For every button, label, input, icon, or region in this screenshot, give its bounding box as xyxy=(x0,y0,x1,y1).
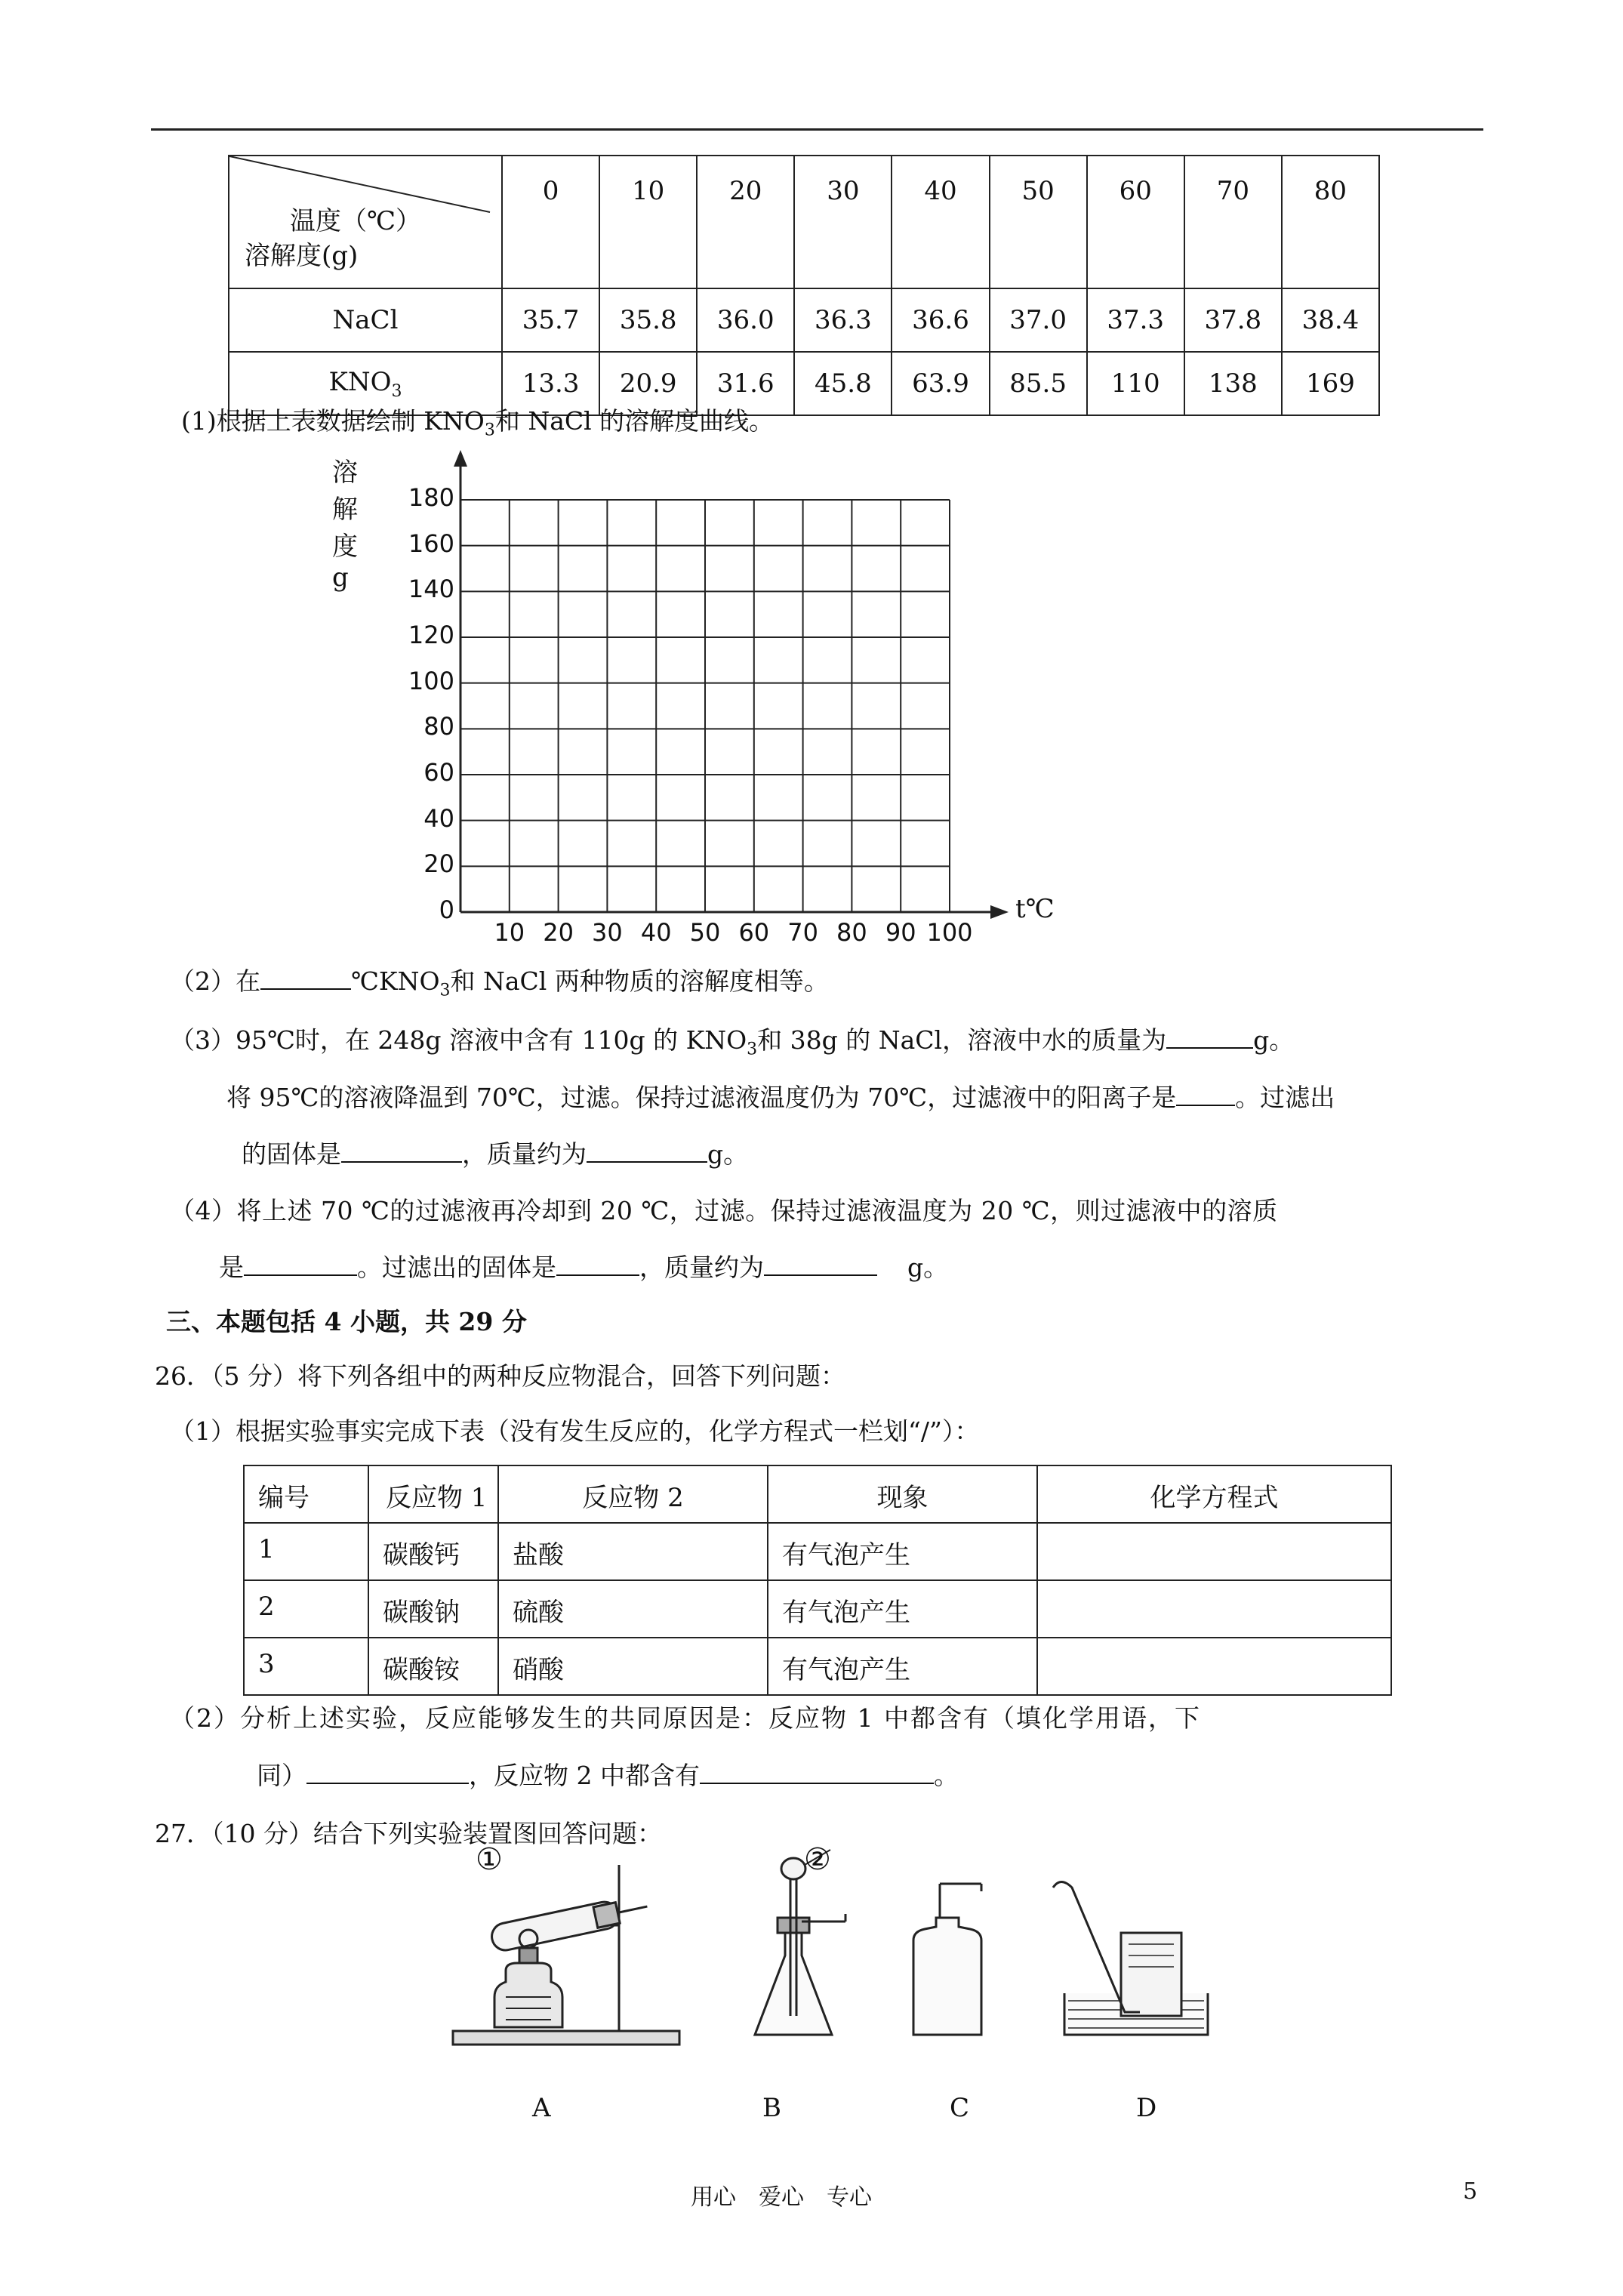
apparatus-label-a: A xyxy=(532,2093,551,2123)
question-2: （2）在 $℃KNO_3$和 NaCl 两种物质的溶解度相等。 xyxy=(170,966,829,1000)
table-row xyxy=(244,1523,1391,1580)
y-tick-label: 180 xyxy=(408,483,454,512)
y-tick-label: 120 xyxy=(408,621,454,649)
answer-blank[interactable] xyxy=(244,1252,357,1276)
answer-blank[interactable] xyxy=(306,1760,469,1784)
value-cell: 37.3 xyxy=(1087,288,1184,352)
x-tick-label: 100 xyxy=(926,918,973,947)
cell-reactant1: 碳酸钠 xyxy=(368,1580,498,1638)
y-tick-label: 0 xyxy=(439,895,454,924)
temp-header-cell: 50 xyxy=(990,156,1087,288)
chart-grid xyxy=(0,0,1623,982)
question-26-sub2-line2: 同） ，反应物 2 中都含有 。 xyxy=(257,1761,959,1790)
answer-blank[interactable] xyxy=(341,1139,462,1163)
header-solubility: 溶解度(g) xyxy=(245,241,359,271)
answer-blank[interactable] xyxy=(587,1139,707,1163)
cell-phenomenon: 有气泡产生 xyxy=(768,1523,1037,1580)
table-row xyxy=(244,1638,1391,1695)
y-tick-label: 60 xyxy=(423,758,454,787)
substance-cell: $KNO_3$ xyxy=(229,352,502,415)
apparatus-label-b: B xyxy=(762,2093,781,2123)
page-number: 5 xyxy=(1463,2178,1478,2205)
x-tick-label: 70 xyxy=(787,918,818,947)
apparatus-c xyxy=(913,1884,981,2035)
value-cell: 36.0 xyxy=(697,288,794,352)
y-tick-label: 20 xyxy=(423,849,454,879)
y-tick-label: 40 xyxy=(423,803,454,833)
table-row xyxy=(244,1580,1391,1638)
answer-blank[interactable] xyxy=(700,1760,934,1784)
question-26-sub2-line1: （2）分析上述实验，反应能够发生的共同原因是：反应物 1 中都含有（填化学用语，下 xyxy=(170,1703,1201,1733)
value-cell: 13.3 xyxy=(502,352,599,415)
temp-header-cell: 80 xyxy=(1282,156,1379,288)
column-header: 现象 xyxy=(768,1465,1037,1523)
marker-1: ① xyxy=(476,1842,503,1877)
marker-2: ② xyxy=(804,1842,831,1877)
apparatus-a xyxy=(453,1865,679,2045)
answer-blank[interactable] xyxy=(1166,1025,1253,1049)
footer-motto: 用心 爱心 专心 xyxy=(691,2184,872,2211)
column-header: 化学方程式 xyxy=(1037,1465,1391,1523)
question-26-sub1: （1）根据实验事实完成下表（没有发生反应的，化学方程式一栏划“/”）： xyxy=(170,1416,980,1446)
x-tick-label: 30 xyxy=(592,918,623,947)
value-cell: 35.8 xyxy=(599,288,697,352)
temp-header-cell: 30 xyxy=(794,156,892,288)
y-tick-label: 80 xyxy=(423,712,454,741)
value-cell: 35.7 xyxy=(502,288,599,352)
cell-reactant2: 硝酸 xyxy=(498,1638,768,1695)
temp-header-cell: 0 xyxy=(502,156,599,288)
y-axis-label: 溶解度 g xyxy=(332,458,358,593)
question-4-line2: 是 。过滤出的固体是 ，质量约为 g。 xyxy=(219,1253,949,1282)
value-cell: 37.0 xyxy=(990,288,1087,352)
question-3-line1: （3）95℃时，在 248g 溶液中含有 110g 的 $KNO_3$和 38g 的 NaCl，溶液中水的质量为 g。 xyxy=(170,1025,1295,1059)
value-cell: 110 xyxy=(1087,352,1184,415)
apparatus-label-d: D xyxy=(1136,2093,1157,2123)
y-tick-label: 100 xyxy=(408,666,454,695)
value-cell: 38.4 xyxy=(1282,288,1379,352)
cell-reactant1: 碳酸钙 xyxy=(368,1523,498,1580)
column-header: 反应物 1 xyxy=(368,1465,498,1523)
cell-reactant2: 硫酸 xyxy=(498,1580,768,1638)
x-tick-label: 10 xyxy=(494,918,525,947)
temp-header-cell: 60 xyxy=(1087,156,1184,288)
y-tick-label: 160 xyxy=(408,529,454,558)
cell-number: 3 xyxy=(244,1638,368,1695)
value-cell: 138 xyxy=(1184,352,1282,415)
x-tick-label: 60 xyxy=(738,918,770,947)
section-title: 三、本题包括 4 小题，共 29 分 xyxy=(166,1307,527,1336)
x-axis-label: t℃ xyxy=(1015,894,1055,924)
value-cell: 36.3 xyxy=(794,288,892,352)
y-axis-arrow xyxy=(454,450,467,467)
table-header-row xyxy=(244,1465,1391,1523)
value-cell: 20.9 xyxy=(599,352,697,415)
cell-phenomenon: 有气泡产生 xyxy=(768,1580,1037,1638)
temp-header-cell: 70 xyxy=(1184,156,1282,288)
cell-equation[interactable] xyxy=(1037,1580,1391,1638)
cell-reactant2: 盐酸 xyxy=(498,1523,768,1580)
question-3-line3: 的固体是 ，质量约为 g。 xyxy=(242,1139,749,1169)
answer-blank[interactable] xyxy=(260,966,351,990)
x-tick-label: 20 xyxy=(543,918,574,947)
value-cell: 85.5 xyxy=(990,352,1087,415)
answer-blank[interactable] xyxy=(556,1252,639,1276)
value-cell: 31.6 xyxy=(697,352,794,415)
column-header: 反应物 2 xyxy=(498,1465,768,1523)
cell-number: 2 xyxy=(244,1580,368,1638)
apparatus-label-c: C xyxy=(950,2093,970,2123)
cell-number: 1 xyxy=(244,1523,368,1580)
temp-header-cell: 10 xyxy=(599,156,697,288)
substance-cell: NaCl xyxy=(229,288,502,352)
question-1: (1)根据上表数据绘制 $KNO_3$和 NaCl 的溶解度曲线。 xyxy=(181,406,775,440)
x-tick-label: 90 xyxy=(885,918,916,947)
answer-blank[interactable] xyxy=(764,1252,877,1276)
value-cell: 37.8 xyxy=(1184,288,1282,352)
question-3-line2: 将 95℃的溶液降温到 70℃，过滤。保持过滤液温度仍为 70℃，过滤液中的阳离子是 。过滤出 xyxy=(226,1083,1335,1112)
value-cell: 63.9 xyxy=(892,352,989,415)
answer-blank[interactable] xyxy=(1176,1082,1235,1106)
apparatus-b xyxy=(755,1850,845,2035)
x-axis-arrow xyxy=(990,905,1009,919)
temp-header-cell: 40 xyxy=(892,156,989,288)
value-cell: 36.6 xyxy=(892,288,989,352)
header-temp: 温度（℃） xyxy=(290,206,422,236)
apparatus-d xyxy=(1053,1882,1208,2036)
value-cell: 45.8 xyxy=(794,352,892,415)
question-4-line1: （4）将上述 70 ℃的过滤液再冷却到 20 ℃，过滤。保持过滤液温度为 20 ℃，则过滤液中的溶质 xyxy=(170,1196,1278,1225)
x-tick-label: 80 xyxy=(836,918,867,947)
cell-reactant1: 碳酸铵 xyxy=(368,1638,498,1695)
x-tick-label: 40 xyxy=(640,918,672,947)
column-header: 编号 xyxy=(244,1465,368,1523)
cell-phenomenon: 有气泡产生 xyxy=(768,1638,1037,1695)
value-cell: 169 xyxy=(1282,352,1379,415)
x-tick-label: 50 xyxy=(689,918,721,947)
question-27-title: 27．（10 分）结合下列实验装置图回答问题： xyxy=(155,1819,662,1848)
reaction-table xyxy=(243,1465,1392,1696)
question-26-title: 26．（5 分）将下列各组中的两种反应物混合，回答下列问题： xyxy=(155,1361,845,1391)
cell-equation[interactable] xyxy=(1037,1638,1391,1695)
y-tick-label: 140 xyxy=(408,575,454,604)
cell-equation[interactable] xyxy=(1037,1523,1391,1580)
temp-header-cell: 20 xyxy=(697,156,794,288)
